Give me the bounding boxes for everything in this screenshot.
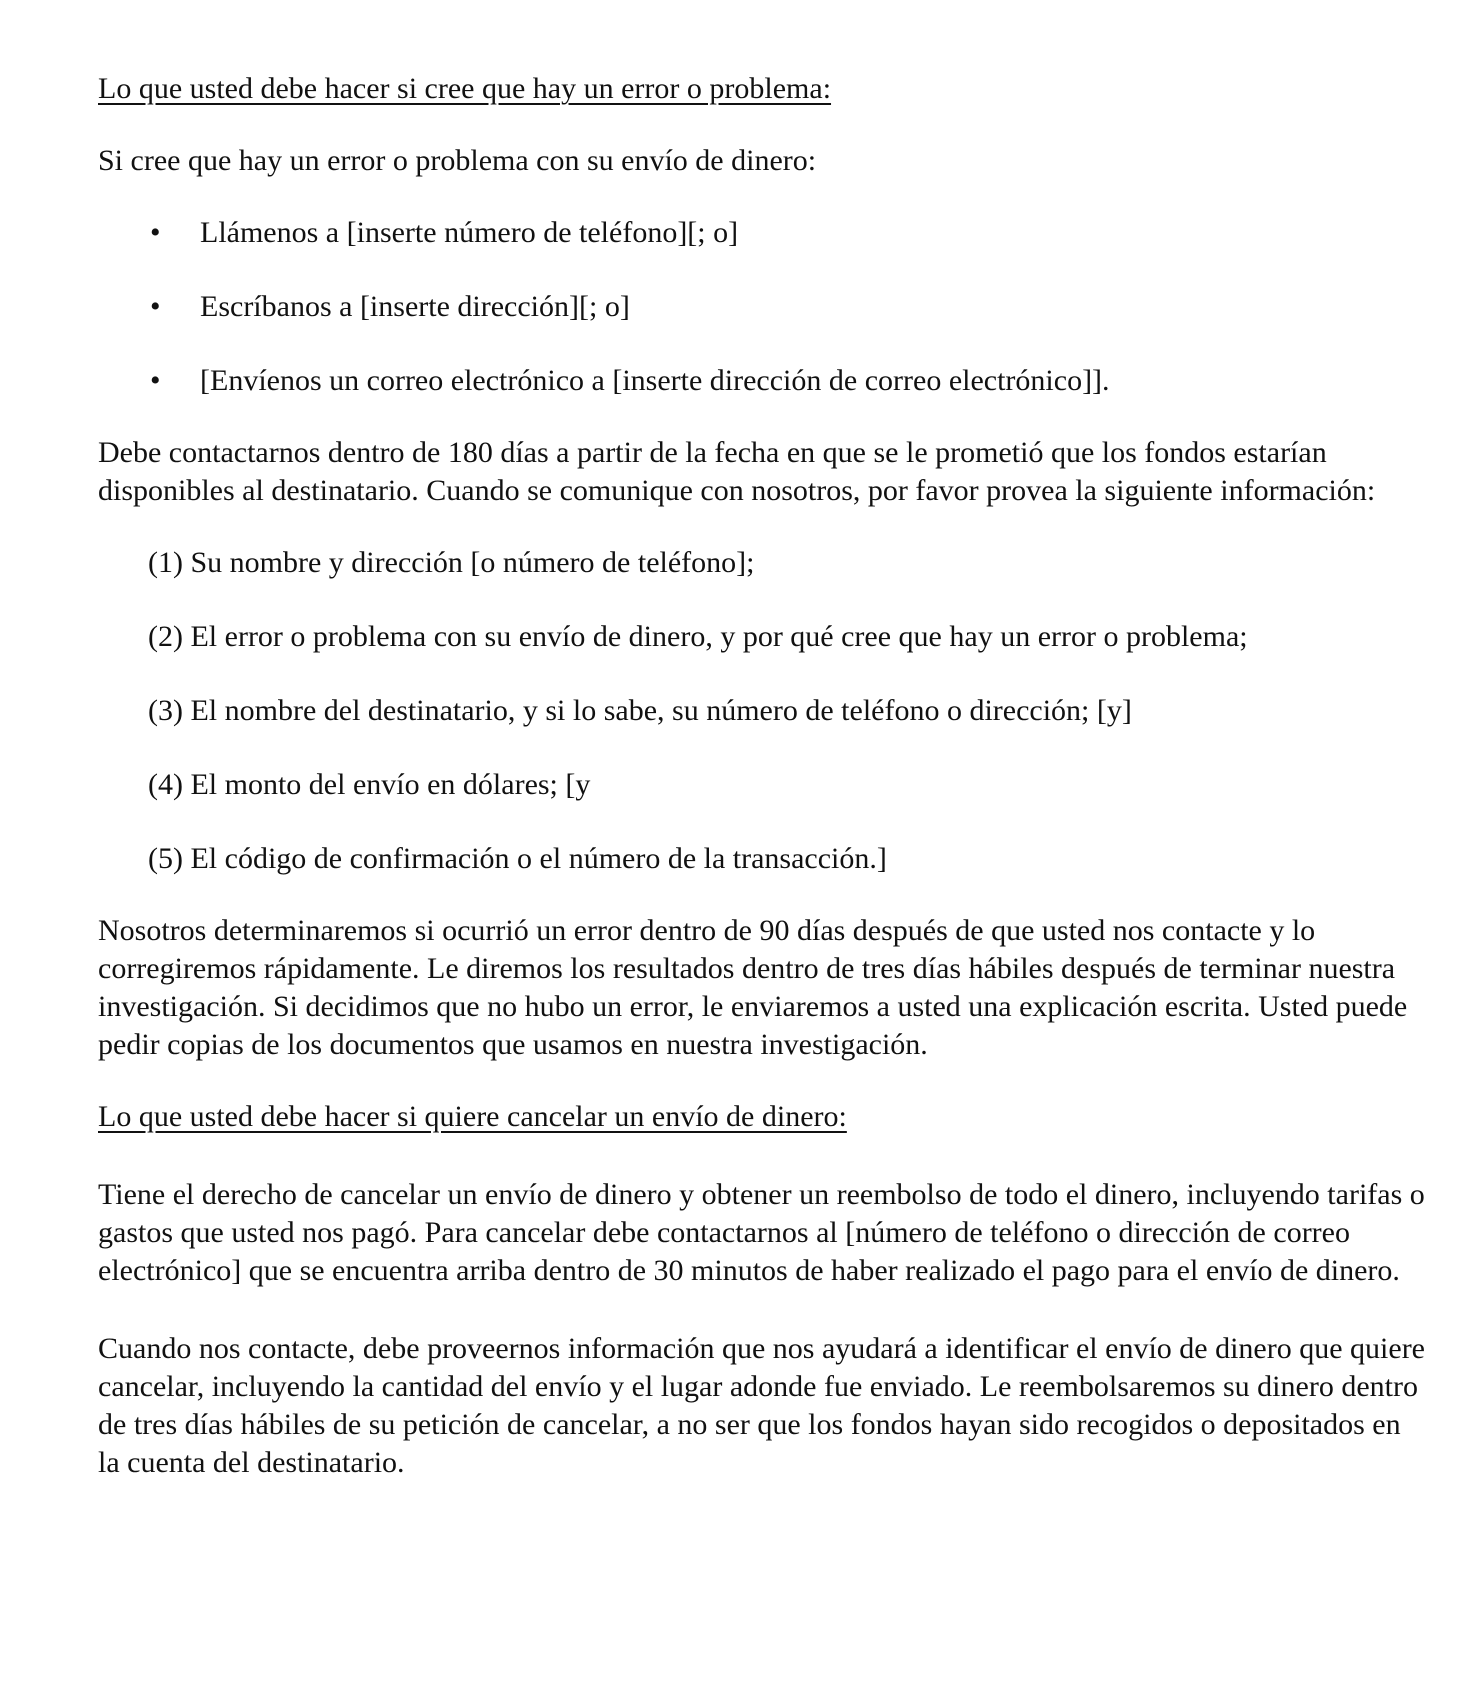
list-item <box>98 288 1428 326</box>
contact-methods-list <box>98 214 1428 400</box>
contact-method-phone: Llámenos a [inserte número de teléfono][; o] <box>200 216 739 249</box>
document-page <box>98 70 1428 1482</box>
required-info-list <box>98 544 1428 878</box>
cancel-section-heading: Lo que usted debe hacer si quiere cancelar un envío de dinero: <box>98 1100 847 1133</box>
error-section-heading: Lo que usted debe hacer si cree que hay un error o problema: <box>98 72 832 105</box>
investigation-paragraph: Nosotros determinaremos si ocurrió un error dentro de 90 días después de que usted nos contacte y lo corregiremos rápidamente. Le diremos los resultados dentro de tres días hábiles después de terminar nuestra investigación. Si decidimos que no hubo un error, le enviaremos a usted una explicación escrita. Usted puede pedir copias de los documentos que usamos en nuestra investigación. <box>98 914 1408 1061</box>
cancel-right-paragraph: Tiene el derecho de cancelar un envío de dinero y obtener un reembolso de todo el dinero, incluyendo tarifas o gastos que usted nos pagó. Para cancelar debe contactarnos al [número de teléfono o dirección de correo electrónico] que se encuentra arriba dentro de 30 minutos de haber realizado el pago para el envío de dinero. <box>98 1178 1425 1287</box>
list-item: (2) El error o problema con su envío de dinero, y por qué cree que hay un error o problema; <box>148 620 1248 653</box>
list-item <box>98 214 1428 252</box>
contact-deadline-paragraph: Debe contactarnos dentro de 180 días a partir de la fecha en que se le prometió que los fondos estarían disponibles al destinatario. Cuando se comunique con nosotros, por favor provea la siguiente información: <box>98 436 1376 507</box>
bullet-icon: • <box>150 216 161 249</box>
bullet-icon: • <box>150 290 161 323</box>
bullet-icon: • <box>150 364 161 397</box>
error-intro-text: Si cree que hay un error o problema con su envío de dinero: <box>98 144 817 177</box>
cancel-info-paragraph: Cuando nos contacte, debe proveernos información que nos ayudará a identificar el envío de dinero que quiere cancelar, incluyendo la cantidad del envío y el lugar adonde fue enviado. Le reembolsaremos su dinero dentro de tres días hábiles de su petición de cancelar, a no ser que los fondos hayan sido recogidos o depositados en la cuenta del destinatario. <box>98 1332 1426 1479</box>
list-item: (3) El nombre del destinatario, y si lo sabe, su número de teléfono o dirección; [y] <box>148 694 1132 727</box>
contact-method-email: [Envíenos un correo electrónico a [inserte dirección de correo electrónico]]. <box>200 364 1110 397</box>
list-item: (5) El código de confirmación o el número de la transacción.] <box>148 842 887 875</box>
list-item: (1) Su nombre y dirección [o número de teléfono]; <box>148 546 755 579</box>
list-item: (4) El monto del envío en dólares; [y <box>148 768 591 801</box>
contact-method-address: Escríbanos a [inserte dirección][; o] <box>200 290 630 323</box>
list-item <box>98 362 1428 400</box>
